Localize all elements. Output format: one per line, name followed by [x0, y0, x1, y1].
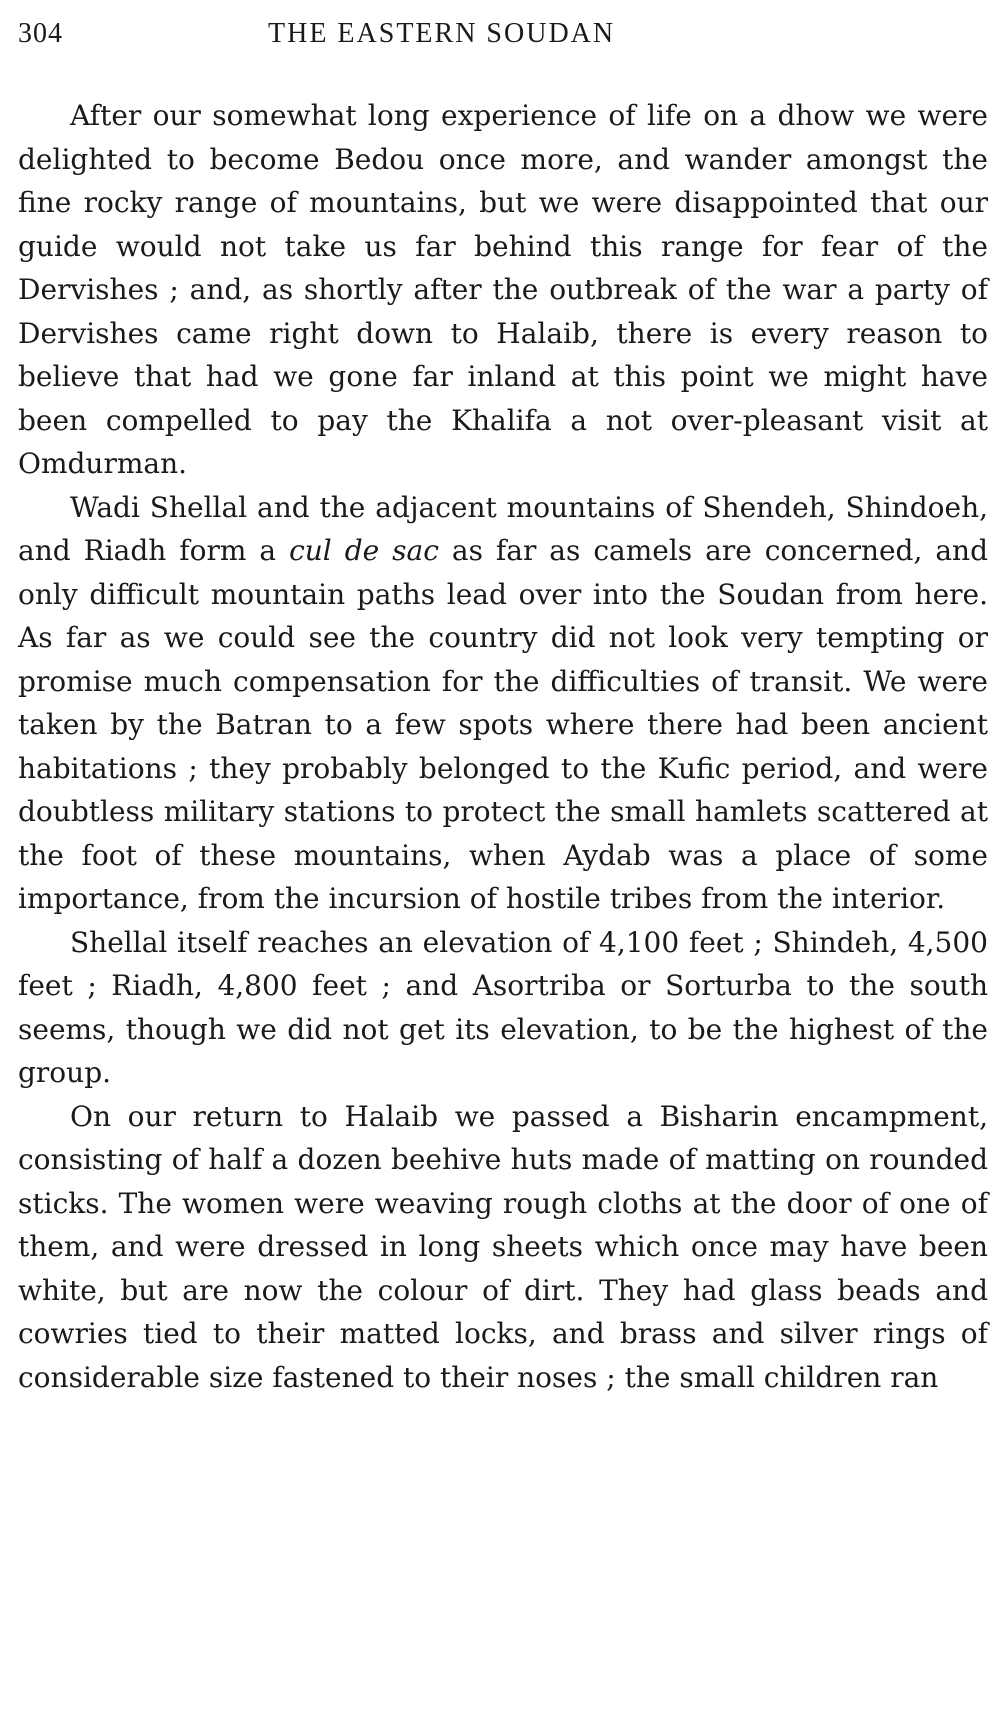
paragraph-1: After our somewhat long experience of life on a dhow we were delighted to become Bedou once more, and wander amongst the fine rocky range of mountains, but we were disappointed that our guide would not take us far behind this range for fear of the Dervishes ; and, as shortly after the outbreak of the war a party of Dervishes came right down to Halaib, there is every reason to believe that had we gone far inland at this point we might have been compelled to pay the Khalifa a not over-pleasant visit at Omdurman. [18, 99, 988, 480]
paragraph-2 [18, 486, 988, 921]
running-title: THE EASTERN SOUDAN [268, 18, 616, 49]
paragraph-2-part-2: as far as camels are concerned, and only difficult mountain paths lead over into the Soudan from here. As far as we could see the country did not look very tempting or promise much compensation for the difficulties of transit. We were taken by the Batran to a few spots where there had been ancient habitations ; they probably belonged to the Kufic period, and were doubtless military stations to protect the small hamlets scattered at the foot of these mountains, when Aydab was a place of some importance, from the incursion of hostile tribes from the interior. [18, 534, 988, 915]
page-number: 304 [18, 18, 63, 49]
paragraph-2-italic-phrase: cul de sac [289, 534, 439, 567]
paragraph-4: On our return to Halaib we passed a Bisharin encampment, consisting of half a dozen beehive huts made of matting on rounded sticks. The women were weaving rough cloths at the door of one of them, and were dressed in long sheets which once may have been white, but are now the colour of dirt. They had glass beads and cowries tied to their matted locks, and brass and silver rings of considerable size fastened to their noses ; the small children ran [18, 1099, 988, 1394]
paragraph-3: Shellal itself reaches an elevation of 4,100 feet ; Shindeh, 4,500 feet ; Riadh, 4,800 feet ; and Asortriba or Sorturba to the south seems, though we did not get its elevation, to be the highest of the group. [18, 925, 988, 1089]
paragraph-2-part-1: Wadi Shellal and the adjacent mountains of Shendeh, Shindoeh, and Riadh form a [18, 490, 988, 567]
body-text [18, 94, 988, 1399]
running-head [18, 14, 988, 54]
book-page [18, 14, 988, 1399]
